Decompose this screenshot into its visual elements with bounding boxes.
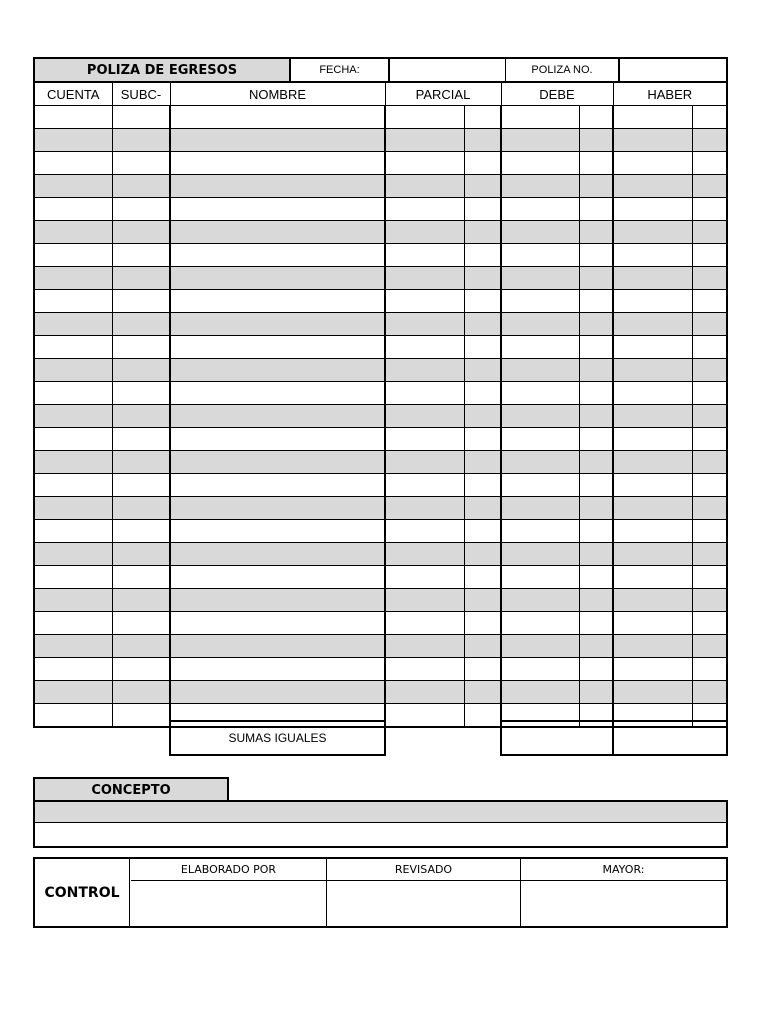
cell-parcial-cents[interactable] xyxy=(464,658,501,681)
cell-parcial[interactable] xyxy=(385,520,464,543)
cell-debe-cents[interactable] xyxy=(579,359,613,382)
cell-cuenta[interactable] xyxy=(34,106,112,129)
cell-subc[interactable] xyxy=(112,451,170,474)
cell-haber[interactable] xyxy=(613,267,692,290)
cell-debe-cents[interactable] xyxy=(579,566,613,589)
cell-subc[interactable] xyxy=(112,359,170,382)
cell-debe[interactable] xyxy=(501,635,579,658)
cell-parcial[interactable] xyxy=(385,267,464,290)
cell-debe[interactable] xyxy=(501,175,579,198)
cell-parcial[interactable] xyxy=(385,313,464,336)
entry-row xyxy=(34,313,727,336)
cell-subc[interactable] xyxy=(112,658,170,681)
cell-parcial-cents[interactable] xyxy=(464,198,501,221)
cell-haber[interactable] xyxy=(613,428,692,451)
cell-parcial-cents[interactable] xyxy=(464,129,501,152)
cell-debe-cents[interactable] xyxy=(579,129,613,152)
cell-haber[interactable] xyxy=(613,589,692,612)
cell-haber[interactable] xyxy=(613,543,692,566)
elaborado-por-label: ELABORADO POR xyxy=(131,859,326,881)
cell-subc[interactable] xyxy=(112,382,170,405)
cell-haber[interactable] xyxy=(613,175,692,198)
cell-nombre[interactable] xyxy=(170,635,385,658)
cell-debe-cents[interactable] xyxy=(579,152,613,175)
poliza-no-field[interactable] xyxy=(620,59,726,81)
cell-haber-cents[interactable] xyxy=(692,198,727,221)
cell-subc[interactable] xyxy=(112,704,170,728)
cell-debe[interactable] xyxy=(501,451,579,474)
cell-cuenta[interactable] xyxy=(34,543,112,566)
cell-debe-cents[interactable] xyxy=(579,221,613,244)
cell-nombre[interactable] xyxy=(170,566,385,589)
cell-parcial-cents[interactable] xyxy=(464,152,501,175)
cell-haber[interactable] xyxy=(613,520,692,543)
cell-nombre[interactable] xyxy=(170,313,385,336)
cell-nombre[interactable] xyxy=(170,589,385,612)
cell-parcial[interactable] xyxy=(385,612,464,635)
cell-parcial-cents[interactable] xyxy=(464,290,501,313)
cell-debe-cents[interactable] xyxy=(579,382,613,405)
sumas-iguales-label xyxy=(169,720,386,756)
cell-debe-cents[interactable] xyxy=(579,589,613,612)
cell-parcial[interactable] xyxy=(385,198,464,221)
header-row xyxy=(33,57,728,82)
cell-haber[interactable] xyxy=(613,566,692,589)
cell-haber-cents[interactable] xyxy=(692,382,727,405)
cell-debe[interactable] xyxy=(501,612,579,635)
cell-cuenta[interactable] xyxy=(34,382,112,405)
cell-haber-cents[interactable] xyxy=(692,451,727,474)
cell-nombre[interactable] xyxy=(170,290,385,313)
cell-haber-cents[interactable] xyxy=(692,359,727,382)
cell-debe-cents[interactable] xyxy=(579,313,613,336)
cell-debe-cents[interactable] xyxy=(579,267,613,290)
cell-parcial-cents[interactable] xyxy=(464,336,501,359)
cell-haber[interactable] xyxy=(613,106,692,129)
entry-row xyxy=(34,290,727,313)
cell-subc[interactable] xyxy=(112,336,170,359)
entry-row xyxy=(34,474,727,497)
cell-haber-cents[interactable] xyxy=(692,428,727,451)
cell-haber-cents[interactable] xyxy=(692,566,727,589)
cell-debe[interactable] xyxy=(501,290,579,313)
cell-debe[interactable] xyxy=(501,474,579,497)
cell-haber-cents[interactable] xyxy=(692,405,727,428)
entry-row xyxy=(34,520,727,543)
cell-debe[interactable] xyxy=(501,543,579,566)
cell-nombre[interactable] xyxy=(170,474,385,497)
cell-haber[interactable] xyxy=(613,497,692,520)
cell-cuenta[interactable] xyxy=(34,198,112,221)
column-header-cuenta: CUENTA xyxy=(34,83,112,106)
entry-row xyxy=(34,221,727,244)
cell-nombre[interactable] xyxy=(170,382,385,405)
cell-haber-cents[interactable] xyxy=(692,313,727,336)
entry-row xyxy=(34,451,727,474)
cell-parcial[interactable] xyxy=(385,152,464,175)
poliza-grid xyxy=(33,57,728,728)
cell-cuenta[interactable] xyxy=(34,589,112,612)
cell-haber-cents[interactable] xyxy=(692,290,727,313)
cell-parcial[interactable] xyxy=(385,290,464,313)
revisado-label: REVISADO xyxy=(327,859,520,881)
cell-debe[interactable] xyxy=(501,336,579,359)
entry-row xyxy=(34,658,727,681)
entry-row xyxy=(34,566,727,589)
cell-nombre[interactable] xyxy=(170,129,385,152)
cell-nombre[interactable] xyxy=(170,451,385,474)
entry-row xyxy=(34,543,727,566)
cell-debe-cents[interactable] xyxy=(579,543,613,566)
cell-haber-cents[interactable] xyxy=(692,520,727,543)
entry-row xyxy=(34,267,727,290)
cell-debe[interactable] xyxy=(501,658,579,681)
cell-debe[interactable] xyxy=(501,359,579,382)
cell-cuenta[interactable] xyxy=(34,129,112,152)
mayor-field[interactable] xyxy=(521,882,726,926)
cell-parcial[interactable] xyxy=(385,382,464,405)
cell-nombre[interactable] xyxy=(170,405,385,428)
cell-nombre[interactable] xyxy=(170,221,385,244)
cell-parcial-cents[interactable] xyxy=(464,681,501,704)
cell-debe-cents[interactable] xyxy=(579,336,613,359)
cell-cuenta[interactable] xyxy=(34,428,112,451)
entry-row xyxy=(34,106,727,129)
cell-debe[interactable] xyxy=(501,129,579,152)
cell-subc[interactable] xyxy=(112,566,170,589)
cell-haber[interactable] xyxy=(613,451,692,474)
cell-parcial-cents[interactable] xyxy=(464,497,501,520)
cell-haber[interactable] xyxy=(613,290,692,313)
elaborado-por-field[interactable] xyxy=(131,882,326,926)
column-header-parcial: PARCIAL xyxy=(385,83,501,106)
cell-debe[interactable] xyxy=(501,106,579,129)
cell-debe-cents[interactable] xyxy=(579,474,613,497)
cell-cuenta[interactable] xyxy=(34,175,112,198)
column-header-nombre: NOMBRE xyxy=(170,83,385,106)
cell-cuenta[interactable] xyxy=(34,405,112,428)
cell-parcial-cents[interactable] xyxy=(464,451,501,474)
cell-parcial-cents[interactable] xyxy=(464,589,501,612)
cell-haber[interactable] xyxy=(613,244,692,267)
cell-debe-cents[interactable] xyxy=(579,405,613,428)
entry-row xyxy=(34,681,727,704)
cell-subc[interactable] xyxy=(112,681,170,704)
cell-haber-cents[interactable] xyxy=(692,543,727,566)
cell-subc[interactable] xyxy=(112,612,170,635)
cell-parcial[interactable] xyxy=(385,244,464,267)
cell-nombre[interactable] xyxy=(170,267,385,290)
cell-cuenta[interactable] xyxy=(34,681,112,704)
cell-parcial-cents[interactable] xyxy=(464,106,501,129)
cell-parcial[interactable] xyxy=(385,451,464,474)
cell-haber[interactable] xyxy=(613,336,692,359)
entry-row xyxy=(34,612,727,635)
cell-debe[interactable] xyxy=(501,405,579,428)
cell-parcial-cents[interactable] xyxy=(464,313,501,336)
cell-nombre[interactable] xyxy=(170,681,385,704)
cell-subc[interactable] xyxy=(112,290,170,313)
sumas-iguales-text: SUMAS IGUALES xyxy=(228,731,327,745)
cell-debe[interactable] xyxy=(501,152,579,175)
cell-haber-cents[interactable] xyxy=(692,681,727,704)
cell-haber[interactable] xyxy=(613,474,692,497)
entry-row xyxy=(34,382,727,405)
cell-subc[interactable] xyxy=(112,221,170,244)
cell-parcial[interactable] xyxy=(385,175,464,198)
cell-subc[interactable] xyxy=(112,428,170,451)
cell-subc[interactable] xyxy=(112,474,170,497)
cell-subc[interactable] xyxy=(112,543,170,566)
control-label: CONTROL xyxy=(35,859,130,926)
entry-row xyxy=(34,589,727,612)
cell-haber[interactable] xyxy=(613,221,692,244)
cell-haber-cents[interactable] xyxy=(692,106,727,129)
cell-nombre[interactable] xyxy=(170,106,385,129)
cell-parcial-cents[interactable] xyxy=(464,474,501,497)
cell-haber[interactable] xyxy=(613,129,692,152)
cell-parcial-cents[interactable] xyxy=(464,175,501,198)
cell-subc[interactable] xyxy=(112,405,170,428)
cell-cuenta[interactable] xyxy=(34,221,112,244)
entry-row xyxy=(34,359,727,382)
cell-debe-cents[interactable] xyxy=(579,198,613,221)
cell-parcial-cents[interactable] xyxy=(464,566,501,589)
cell-cuenta[interactable] xyxy=(34,497,112,520)
cell-cuenta[interactable] xyxy=(34,635,112,658)
cell-debe[interactable] xyxy=(501,497,579,520)
cell-nombre[interactable] xyxy=(170,336,385,359)
cell-parcial[interactable] xyxy=(385,106,464,129)
poliza-no-label: POLIZA NO. xyxy=(506,59,620,81)
cell-nombre[interactable] xyxy=(170,152,385,175)
column-header-haber: HABER xyxy=(613,83,727,106)
cell-subc[interactable] xyxy=(112,313,170,336)
cell-haber-cents[interactable] xyxy=(692,589,727,612)
cell-subc[interactable] xyxy=(112,152,170,175)
cell-nombre[interactable] xyxy=(170,520,385,543)
cell-subc[interactable] xyxy=(112,520,170,543)
cell-nombre[interactable] xyxy=(170,244,385,267)
cell-subc[interactable] xyxy=(112,198,170,221)
cell-nombre[interactable] xyxy=(170,658,385,681)
cell-debe[interactable] xyxy=(501,313,579,336)
cell-subc[interactable] xyxy=(112,497,170,520)
cell-debe-cents[interactable] xyxy=(579,106,613,129)
cell-parcial[interactable] xyxy=(385,359,464,382)
cell-haber-cents[interactable] xyxy=(692,152,727,175)
cell-parcial[interactable] xyxy=(385,589,464,612)
cell-debe-cents[interactable] xyxy=(579,175,613,198)
cell-haber-cents[interactable] xyxy=(692,658,727,681)
cell-debe[interactable] xyxy=(501,198,579,221)
cell-haber-cents[interactable] xyxy=(692,612,727,635)
cell-haber-cents[interactable] xyxy=(692,497,727,520)
cell-haber[interactable] xyxy=(613,313,692,336)
cell-debe[interactable] xyxy=(501,681,579,704)
cell-subc[interactable] xyxy=(112,175,170,198)
cell-cuenta[interactable] xyxy=(34,566,112,589)
cell-nombre[interactable] xyxy=(170,175,385,198)
cell-cuenta[interactable] xyxy=(34,267,112,290)
cell-parcial-cents[interactable] xyxy=(464,704,501,728)
cell-debe-cents[interactable] xyxy=(579,290,613,313)
entry-row xyxy=(34,497,727,520)
cell-debe[interactable] xyxy=(501,221,579,244)
cell-haber-cents[interactable] xyxy=(692,267,727,290)
cell-parcial[interactable] xyxy=(385,543,464,566)
cell-parcial-cents[interactable] xyxy=(464,543,501,566)
cell-haber[interactable] xyxy=(613,382,692,405)
cell-parcial[interactable] xyxy=(385,221,464,244)
cell-debe[interactable] xyxy=(501,520,579,543)
cell-haber[interactable] xyxy=(613,405,692,428)
entry-row xyxy=(34,152,727,175)
cell-debe[interactable] xyxy=(501,382,579,405)
cell-cuenta[interactable] xyxy=(34,451,112,474)
column-header-debe: DEBE xyxy=(501,83,613,106)
cell-parcial[interactable] xyxy=(385,474,464,497)
cell-subc[interactable] xyxy=(112,244,170,267)
entry-row xyxy=(34,175,727,198)
cell-debe-cents[interactable] xyxy=(579,612,613,635)
cell-haber-cents[interactable] xyxy=(692,336,727,359)
entry-row xyxy=(34,244,727,267)
cell-debe-cents[interactable] xyxy=(579,451,613,474)
cell-subc[interactable] xyxy=(112,589,170,612)
cell-debe[interactable] xyxy=(501,566,579,589)
fecha-field[interactable] xyxy=(390,59,506,81)
cell-cuenta[interactable] xyxy=(34,520,112,543)
cell-debe[interactable] xyxy=(501,244,579,267)
cell-nombre[interactable] xyxy=(170,428,385,451)
cell-debe[interactable] xyxy=(501,428,579,451)
cell-parcial[interactable] xyxy=(385,658,464,681)
cell-haber-cents[interactable] xyxy=(692,129,727,152)
cell-cuenta[interactable] xyxy=(34,474,112,497)
entry-row xyxy=(34,198,727,221)
cell-parcial-cents[interactable] xyxy=(464,221,501,244)
cell-parcial-cents[interactable] xyxy=(464,612,501,635)
entry-row xyxy=(34,129,727,152)
cell-subc[interactable] xyxy=(112,635,170,658)
cell-haber[interactable] xyxy=(613,612,692,635)
cell-haber-cents[interactable] xyxy=(692,474,727,497)
entry-row xyxy=(34,428,727,451)
cell-parcial[interactable] xyxy=(385,428,464,451)
cell-debe[interactable] xyxy=(501,589,579,612)
cell-haber[interactable] xyxy=(613,635,692,658)
cell-debe[interactable] xyxy=(501,267,579,290)
entry-row xyxy=(34,336,727,359)
cell-parcial[interactable] xyxy=(385,704,464,728)
cell-haber-cents[interactable] xyxy=(692,635,727,658)
cell-parcial[interactable] xyxy=(385,566,464,589)
cell-parcial-cents[interactable] xyxy=(464,244,501,267)
cell-debe-cents[interactable] xyxy=(579,658,613,681)
cell-parcial-cents[interactable] xyxy=(464,267,501,290)
cell-nombre[interactable] xyxy=(170,497,385,520)
cell-cuenta[interactable] xyxy=(34,244,112,267)
cell-nombre[interactable] xyxy=(170,612,385,635)
entry-row xyxy=(34,405,727,428)
cell-parcial[interactable] xyxy=(385,635,464,658)
cell-debe-cents[interactable] xyxy=(579,681,613,704)
cell-haber-cents[interactable] xyxy=(692,175,727,198)
cell-haber[interactable] xyxy=(613,658,692,681)
cell-debe-cents[interactable] xyxy=(579,497,613,520)
cell-haber[interactable] xyxy=(613,681,692,704)
cell-debe-cents[interactable] xyxy=(579,635,613,658)
cell-debe-cents[interactable] xyxy=(579,244,613,267)
cell-cuenta[interactable] xyxy=(34,152,112,175)
cell-parcial-cents[interactable] xyxy=(464,382,501,405)
cell-subc[interactable] xyxy=(112,267,170,290)
mayor-label: MAYOR: xyxy=(521,859,726,881)
cell-subc[interactable] xyxy=(112,106,170,129)
cell-parcial[interactable] xyxy=(385,681,464,704)
form-title: POLIZA DE EGRESOS xyxy=(35,59,291,81)
cell-parcial-cents[interactable] xyxy=(464,405,501,428)
cell-haber[interactable] xyxy=(613,359,692,382)
fecha-label: FECHA: xyxy=(291,59,390,81)
cell-cuenta[interactable] xyxy=(34,359,112,382)
total-debe-field[interactable] xyxy=(500,720,614,756)
cell-haber-cents[interactable] xyxy=(692,221,727,244)
entry-row xyxy=(34,635,727,658)
concepto-line-1[interactable] xyxy=(35,802,726,823)
cell-subc[interactable] xyxy=(112,129,170,152)
cell-debe-cents[interactable] xyxy=(579,428,613,451)
cell-nombre[interactable] xyxy=(170,198,385,221)
concepto-line-2[interactable] xyxy=(35,824,726,846)
cell-cuenta[interactable] xyxy=(34,704,112,728)
cell-parcial-cents[interactable] xyxy=(464,520,501,543)
cell-cuenta[interactable] xyxy=(34,290,112,313)
cell-parcial[interactable] xyxy=(385,129,464,152)
revisado-field[interactable] xyxy=(327,882,520,926)
cell-nombre[interactable] xyxy=(170,543,385,566)
cell-haber[interactable] xyxy=(613,152,692,175)
cell-nombre[interactable] xyxy=(170,359,385,382)
cell-debe-cents[interactable] xyxy=(579,520,613,543)
cell-parcial[interactable] xyxy=(385,336,464,359)
cell-parcial-cents[interactable] xyxy=(464,635,501,658)
cell-parcial[interactable] xyxy=(385,405,464,428)
cell-haber-cents[interactable] xyxy=(692,244,727,267)
cell-cuenta[interactable] xyxy=(34,336,112,359)
cell-parcial[interactable] xyxy=(385,497,464,520)
cell-parcial-cents[interactable] xyxy=(464,359,501,382)
cell-parcial-cents[interactable] xyxy=(464,428,501,451)
cell-haber[interactable] xyxy=(613,198,692,221)
cell-cuenta[interactable] xyxy=(34,658,112,681)
column-header-subc: SUBC- xyxy=(112,83,170,106)
cell-cuenta[interactable] xyxy=(34,313,112,336)
cell-cuenta[interactable] xyxy=(34,612,112,635)
total-haber-field[interactable] xyxy=(612,720,728,756)
concepto-label: CONCEPTO xyxy=(33,777,229,801)
